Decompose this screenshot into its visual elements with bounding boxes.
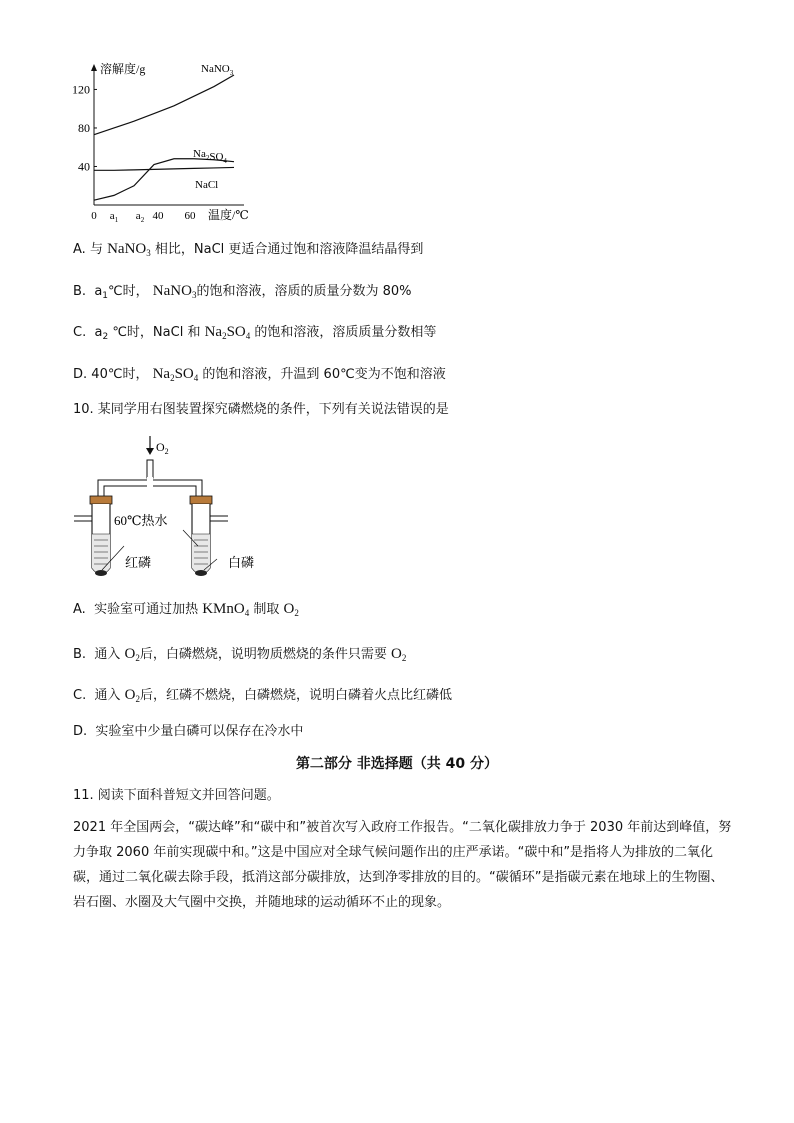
y-axis-arrow (91, 64, 97, 71)
x-axis-label: 温度/℃ (208, 208, 249, 222)
q9-option-d: D. 40℃时， $Na_2SO_4$ 的饱和溶液，升温到 60℃变为不饱和溶液 (73, 366, 446, 383)
x-tick-label: 60 (184, 210, 196, 222)
q10-option-d: D. 实验室中少量白磷可以保存在冷水中 (73, 724, 304, 739)
o2-label: $O_2$ (156, 440, 169, 456)
hot-water-label: 60℃热水 (114, 513, 168, 528)
x-tick-label: $a_1$ (109, 210, 119, 224)
y-tick-label: 40 (78, 159, 90, 174)
q11-paragraph: 2021 年全国两会，“碳达峰”和“碳中和”被首次写入政府工作报告。“二氧化碳排放力争于 2030 年前达到峰值，努力争取 2060 年前实现碳中和。”这是中国应对全球气候问题作出的庄严承诺。“碳中和”是指将人为排放的二氧化碳，通过二氧化碳去除手段，抵消这部分碳排放，达到净零排放的目的。“碳循环”是指碳元素在地球上的生物圈、岩石圈、水圈及大气圈中交换，并随地球的运动循环不止的现象。 (73, 820, 732, 910)
x-tick-label: 0 (91, 210, 97, 222)
legend-na2so4: $Na_2SO_4$ (193, 148, 227, 165)
solubility-chart (60, 55, 260, 230)
series-line-nano3 (94, 75, 234, 135)
legend-nacl: NaCl (195, 179, 219, 191)
y-axis-label: 溶解度/g (100, 62, 146, 76)
x-tick-label: 40 (152, 210, 164, 222)
q10-stem: 10. 某同学用右图装置探究磷燃烧的条件，下列有关说法错误的是 (73, 402, 449, 417)
y-tick-label: 80 (78, 120, 90, 135)
legend-nano3: NaNO$_3$ (201, 63, 234, 77)
series-line-nacl (94, 167, 234, 170)
q10-option-a: A. 实验室可通过加热 KMnO$_4$ 制取 $O_2$ (73, 601, 299, 618)
section-heading: 第二部分 非选择题（共 40 分） (295, 756, 499, 772)
q11-stem: 11. 阅读下面科普短文并回答问题。 (73, 788, 280, 803)
white-phosphorus-label: 白磷 (228, 555, 255, 570)
x-tick-label: $a_2$ (135, 210, 145, 224)
q10-option-b: B. 通入 $O_2$后，白磷燃烧，说明物质燃烧的条件只需要 $O_2$ (73, 646, 407, 663)
q9-option-b: B. $a_1℃$时， NaNO$_3$的饱和溶液，溶质的质量分数为 80% (73, 283, 412, 301)
q9-option-a: A. 与 NaNO$_3$ 相比，NaCl 更适合通过饱和溶液降温结晶得到 (73, 241, 424, 258)
y-tick-label: 120 (72, 82, 90, 97)
phosphorus-apparatus-diagram (70, 430, 270, 585)
red-phosphorus-label: 红磷 (125, 555, 152, 570)
q9-option-c: C. $a_2$ ℃时，NaCl 和 $Na_2SO_4$ 的饱和溶液，溶质质量分数相等 (73, 324, 437, 342)
q10-option-c: C. 通入 $O_2$后，红磷不燃烧，白磷燃烧，说明白磷着火点比红磷低 (73, 687, 452, 704)
